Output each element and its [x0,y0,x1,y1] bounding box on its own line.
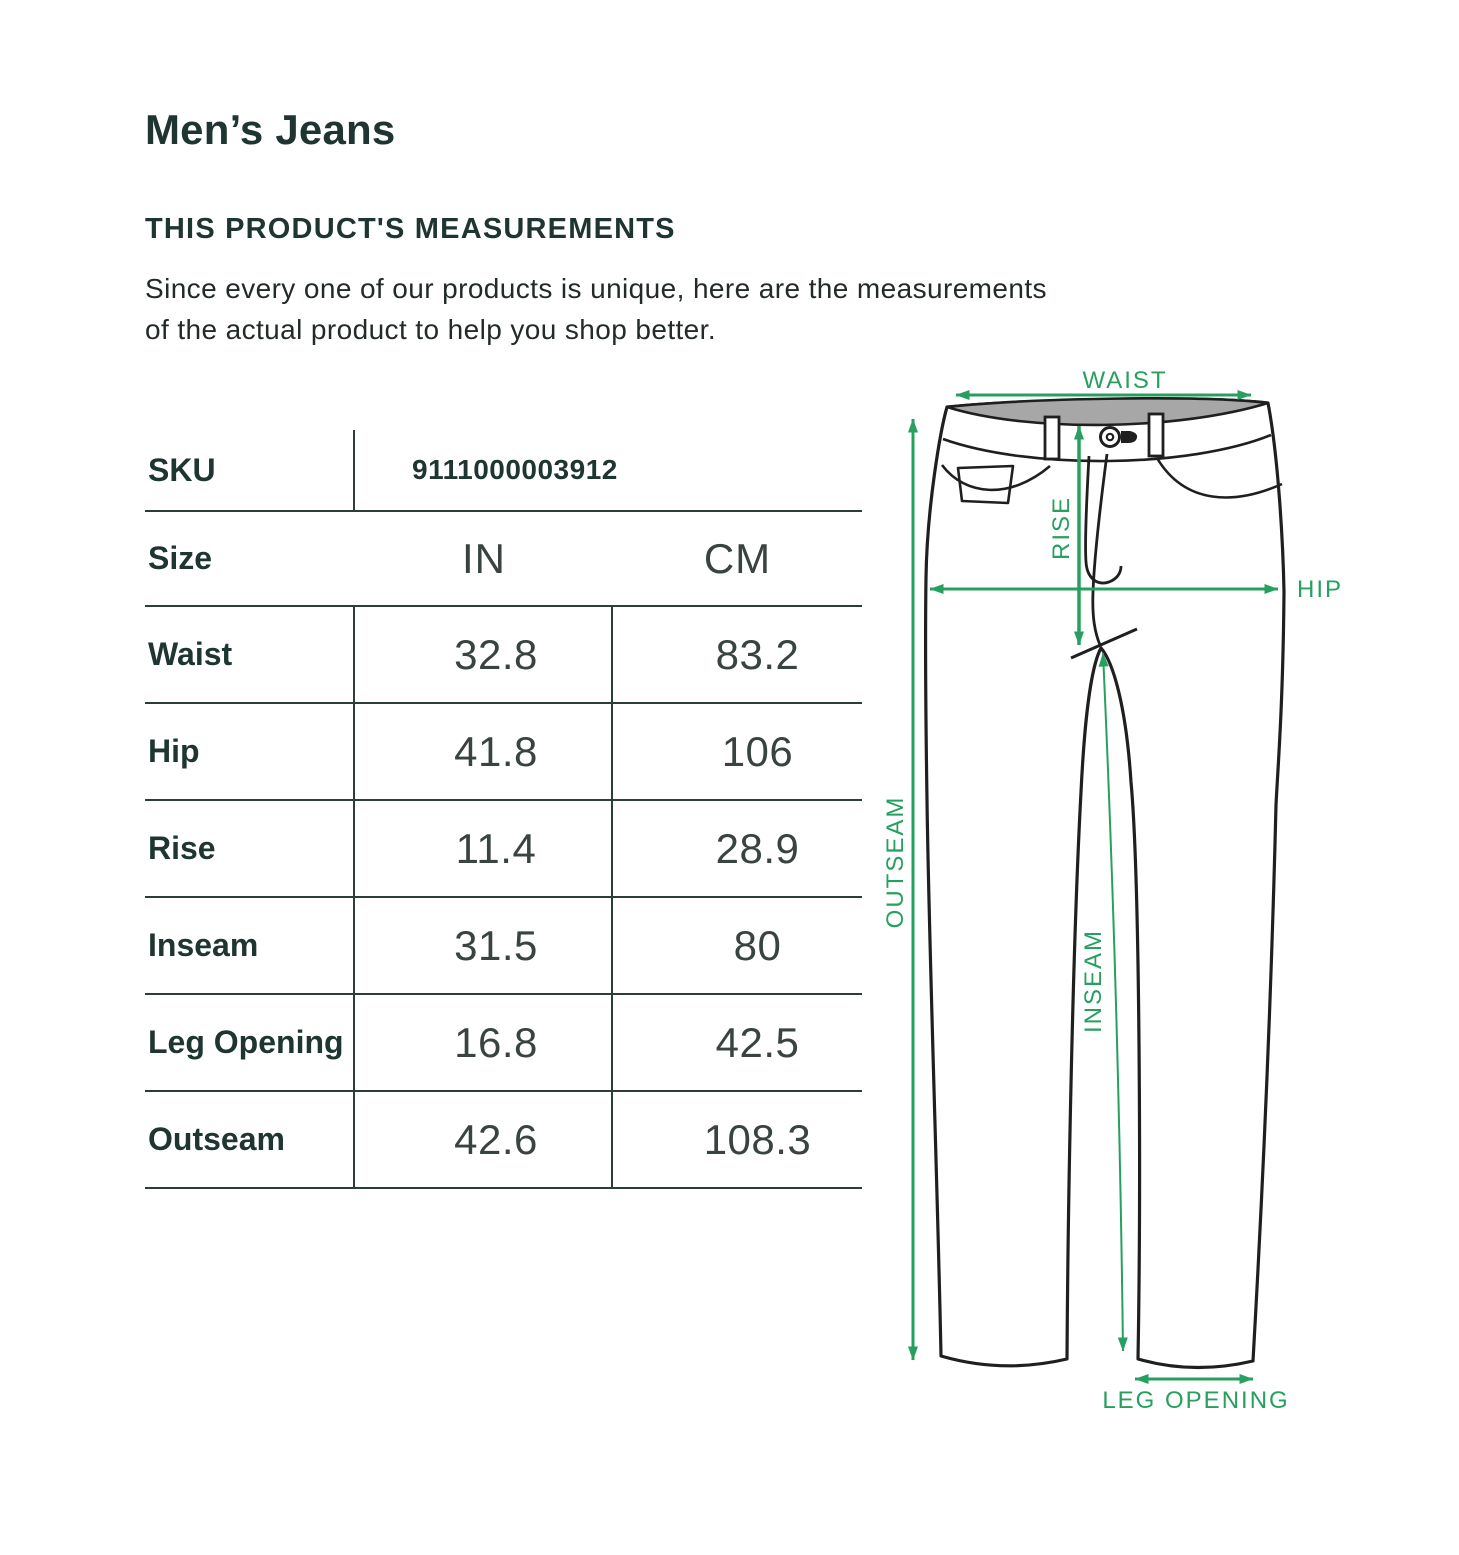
value-in: 11.4 [455,824,537,872]
value-in: 41.8 [454,727,538,775]
value-in: 31.5 [454,921,538,969]
hip-label: HIP [1297,576,1344,603]
table-row-outseam [145,1092,862,1189]
section-description-line1: Since every one of our products is unique, here are the measurements [145,273,1047,304]
page-title: Men’s Jeans [145,106,396,153]
table-row-hip [145,704,862,801]
belt-loop-left [1045,417,1059,459]
jeans-button [1101,428,1120,447]
belt-loop-right [1149,414,1163,456]
value-cm: 28.9 [715,824,800,872]
row-label: Outseam [145,1092,355,1187]
unit-header-cm: CM [703,534,772,582]
table-row-waist [145,607,862,704]
value-in: 16.8 [454,1018,538,1066]
value-cm: 42.5 [715,1018,800,1066]
sku-row [145,430,862,512]
value-in: 42.6 [454,1115,538,1163]
value-cm: 106 [721,727,794,775]
table-row-inseam [145,898,862,995]
value-in: 32.8 [454,630,538,678]
sku-label: SKU [145,430,355,510]
value-cm: 83.2 [715,630,800,678]
section-heading: THIS PRODUCT'S MEASUREMENTS [145,213,676,245]
row-label: Leg Opening [145,995,355,1090]
row-label: Hip [145,704,355,799]
measurements-table [145,430,862,1189]
unit-header-in: IN [462,534,506,582]
table-row-leg-opening [145,995,862,1092]
value-cm: 108.3 [703,1115,812,1163]
row-label: Rise [145,801,355,896]
jeans-diagram [860,350,1459,1555]
table-row-rise [145,801,862,898]
section-description [145,268,1325,350]
row-label: Waist [145,607,355,702]
waist-label: WAIST [1082,367,1168,394]
jeans-outline-illustration [926,398,1284,1367]
value-cm: 80 [733,921,782,969]
size-header-row [145,512,862,607]
leg-opening-label: LEG OPENING [1102,1387,1290,1414]
section-description-line2: of the actual product to help you shop better. [145,314,717,345]
size-label: Size [148,540,213,576]
inseam-label: INSEAM [1080,928,1107,1034]
row-label: Inseam [145,898,355,993]
rise-label: RISE [1048,495,1075,561]
outseam-label: OUTSEAM [882,795,909,929]
sku-value: 9111000003912 [412,454,618,485]
